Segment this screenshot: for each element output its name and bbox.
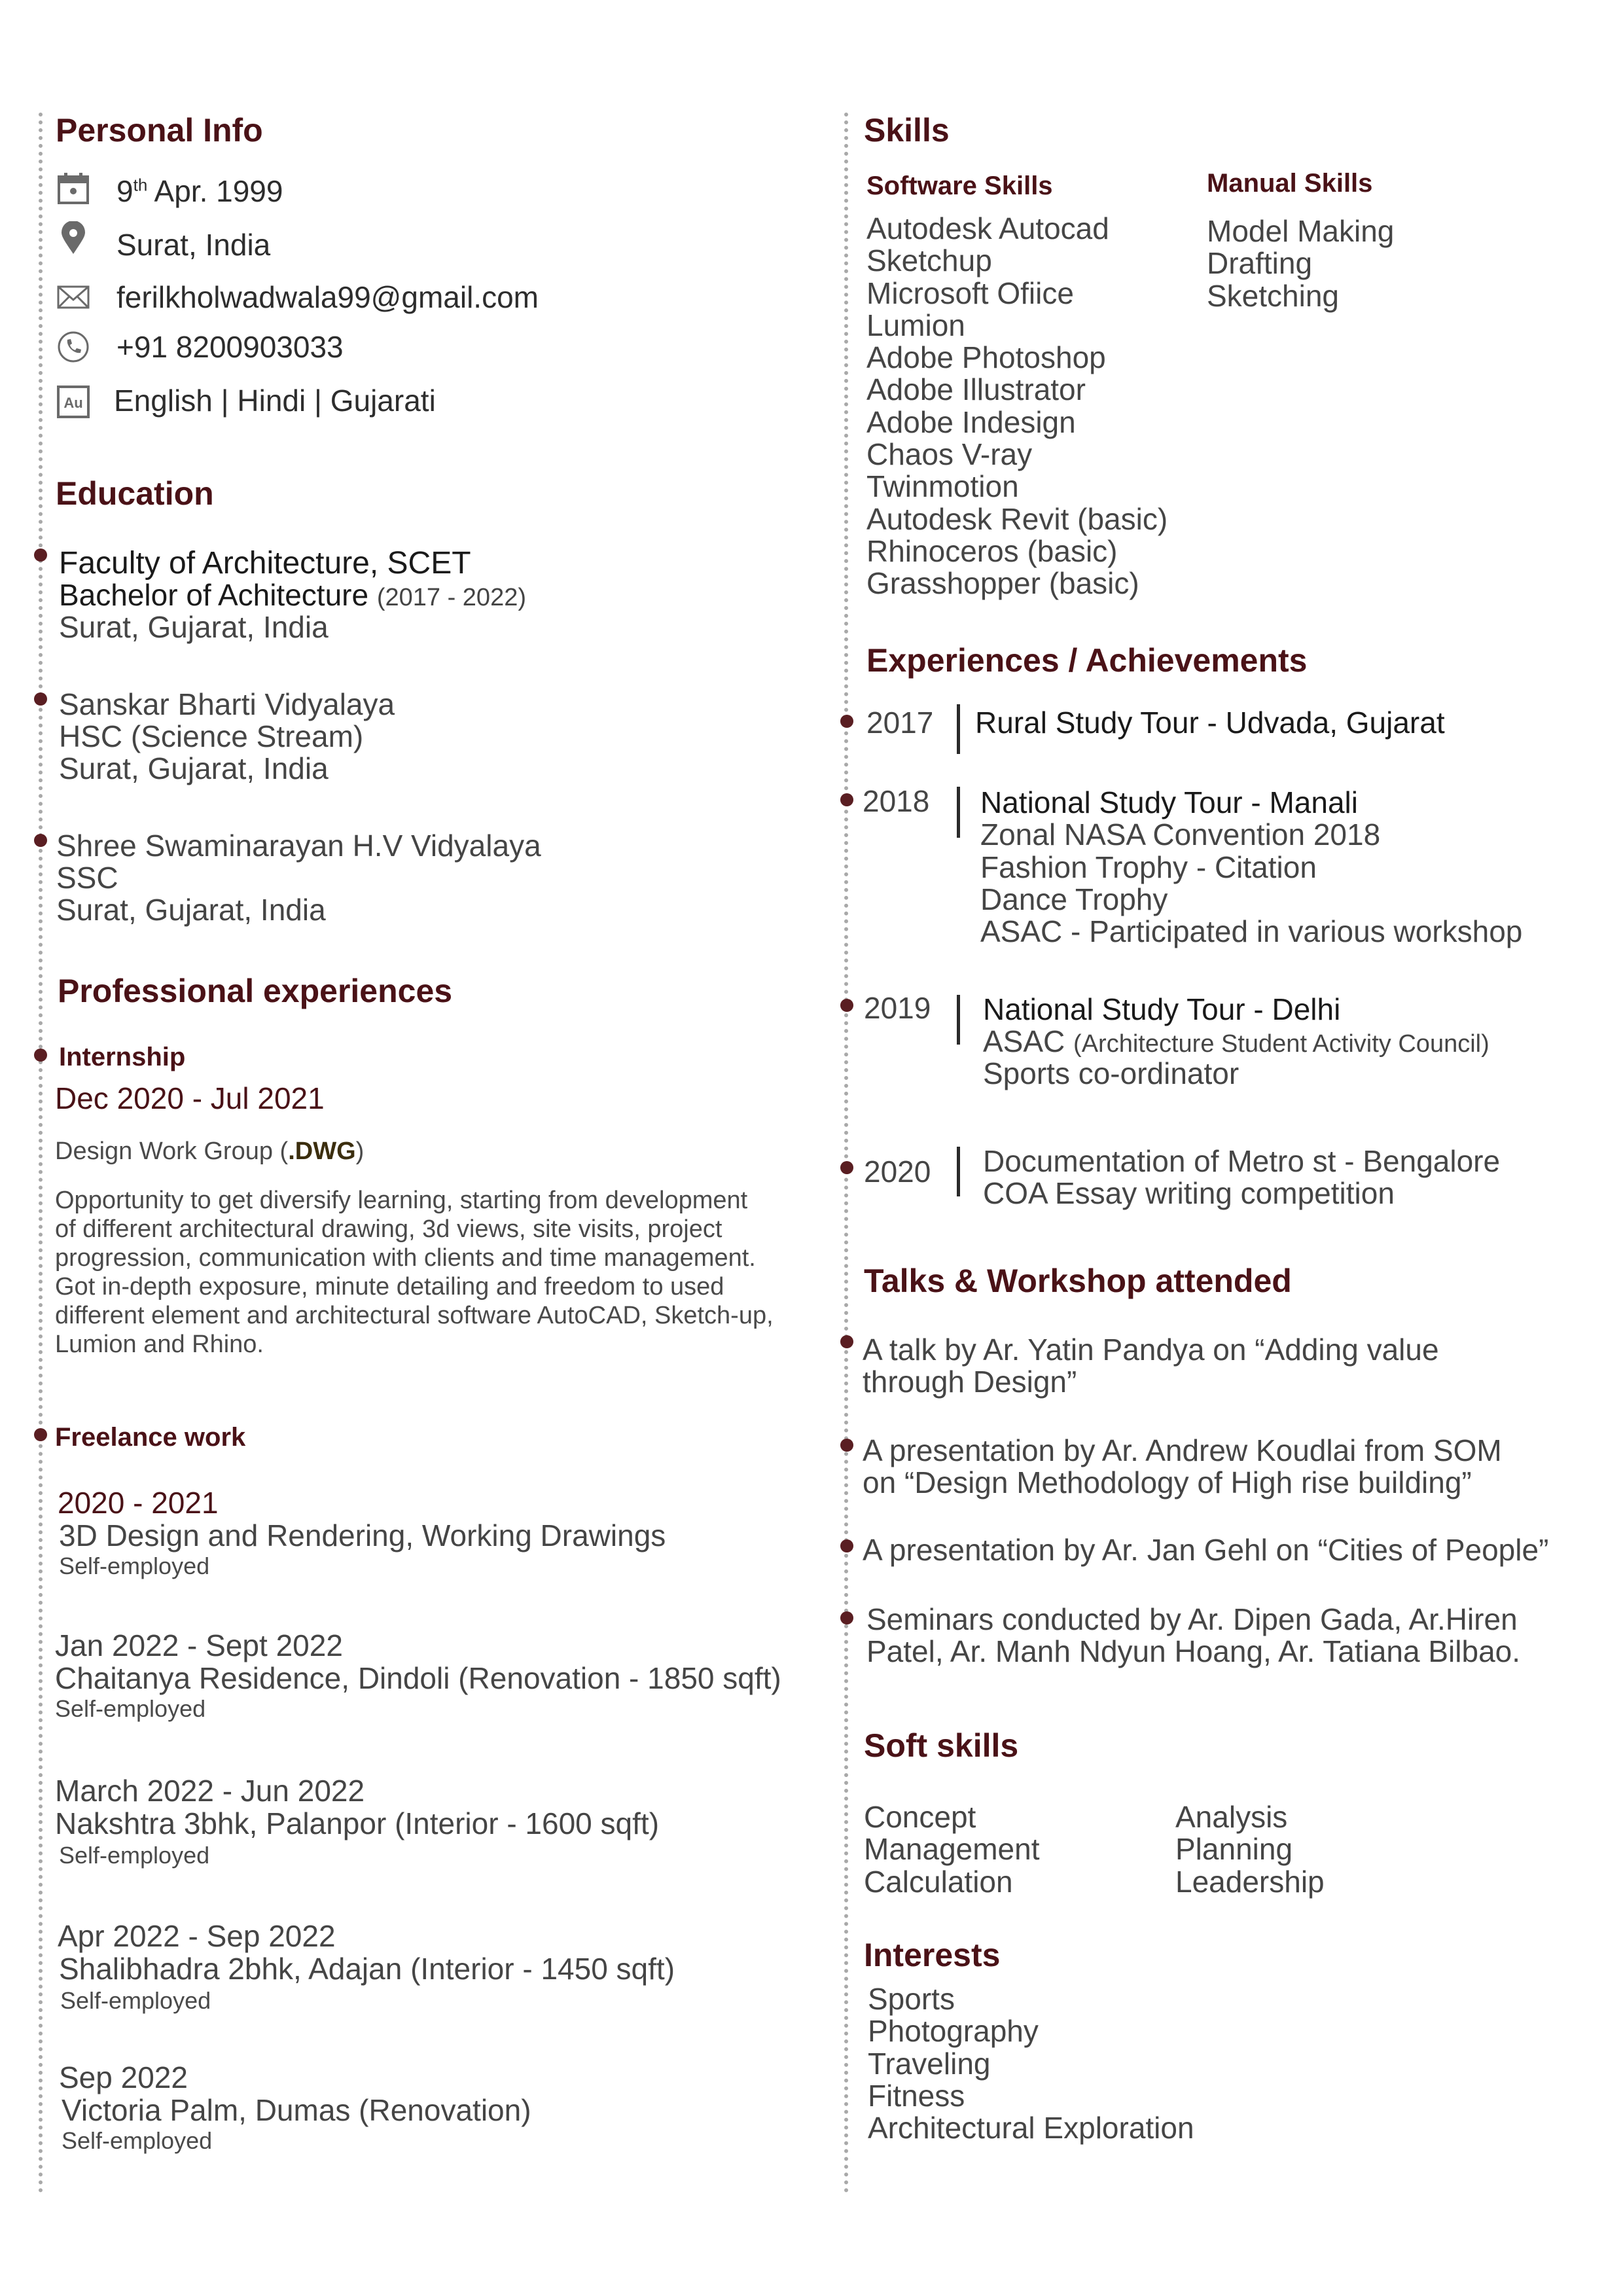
education-institution: Sanskar Bharti Vidyalaya [59,687,395,721]
skill-item: Twinmotion [866,469,1019,504]
interests-list [868,1983,1194,2144]
timeline-dot [840,1335,853,1348]
education-place: Surat, Gujarat, India [59,610,329,644]
experience-line: Rural Study Tour - Udvada, Gujarat [975,706,1445,740]
soft-skills-heading: Soft skills [864,1727,1019,1764]
internship-company: Design Work Group (.DWG) [55,1138,365,1165]
soft-skill-item: Planning [1175,1832,1293,1867]
personal-info-heading: Personal Info [56,112,263,149]
skill-item: Microsoft Ofiice [866,276,1074,310]
experience-line: ASAC - Participated in various workshop [980,914,1523,949]
education-degree: SSC [56,861,118,895]
manual-skills-heading: Manual Skills [1207,169,1373,198]
timeline-dot [840,715,853,728]
timeline-dot [840,999,853,1012]
skill-item: Chaos V-ray [866,437,1033,472]
freelance-period: Sep 2022 [59,2060,188,2094]
calendar-icon [56,171,90,206]
internship-heading: Internship [59,1043,186,1071]
talk-item: Seminars conducted by Ar. Dipen Gada, Ar.Hiren [866,1602,1518,1636]
talk-item: A talk by Ar. Yatin Pandya on “Adding value [863,1333,1439,1367]
freelance-period: 2020 - 2021 [58,1486,219,1520]
svg-text:Au: Au [63,395,83,411]
experience-line: Documentation of Metro st - Bengalore [983,1144,1501,1178]
freelance-project: Victoria Palm, Dumas (Renovation) [62,2093,531,2127]
education-institution: Shree Swaminarayan H.V Vidyalaya [56,829,541,863]
freelance-type: Self-employed [60,1987,211,2014]
soft-skills-left [864,1801,1040,1898]
experience-line: COA Essay writing competition [983,1176,1395,1210]
experience-line: Zonal NASA Convention 2018 [980,817,1381,852]
talk-item: through Design” [863,1365,1077,1399]
skill-item: Lumion [866,308,965,342]
experience-line: Sports co-ordinator [983,1056,1240,1090]
skill-item: Adobe Illustrator [866,372,1086,407]
education-degree: Bachelor of Achitecture (2017 - 2022) [59,578,526,612]
experience-line: Dance Trophy [980,882,1168,916]
education-institution: Faculty of Architecture, SCET [59,546,471,581]
interest-item: Photography [868,2014,1039,2049]
soft-skill-item: Leadership [1175,1864,1325,1899]
talk-item: A presentation by Ar. Andrew Koudlai from SOM [863,1433,1502,1467]
soft-skills-right [1175,1801,1325,1898]
freelance-heading: Freelance work [55,1423,246,1452]
education-degree: HSC (Science Stream) [59,719,364,753]
skill-item: Adobe Indesign [866,404,1076,439]
experience-year: 2018 [863,784,930,818]
language-icon [56,385,90,419]
experience-year: 2019 [864,991,931,1025]
timeline-dot [34,1049,47,1062]
freelance-type: Self-employed [59,1552,210,1579]
freelance-type: Self-employed [62,2127,213,2154]
year-divider [957,995,960,1045]
year-divider [957,1147,960,1196]
freelance-type: Self-employed [55,1695,206,1722]
right-timeline-rail [844,113,848,2194]
freelance-project: 3D Design and Rendering, Working Drawings [59,1518,666,1552]
education-place: Surat, Gujarat, India [59,751,329,785]
interest-item: Architectural Exploration [868,2111,1194,2145]
date-of-birth: 9th Apr. 1999 [116,174,283,208]
freelance-project: Chaitanya Residence, Dindoli (Renovation - 1850 sqft) [55,1661,781,1695]
freelance-period: Jan 2022 - Sept 2022 [55,1628,343,1662]
internship-period: Dec 2020 - Jul 2021 [55,1081,325,1115]
email[interactable]: ferilkholwadwala99@gmail.com [116,280,539,314]
interests-heading: Interests [864,1937,1001,1973]
skill-item: Adobe Photoshop [866,340,1106,375]
talk-item: on “Design Methodology of High rise building” [863,1465,1472,1499]
timeline-dot [840,1439,853,1452]
interest-item: Fitness [868,2078,965,2113]
freelance-project: Nakshtra 3bhk, Palanpor (Interior - 1600 sqft) [55,1806,660,1840]
manual-skills-list [1207,215,1394,312]
interest-item: Sports [868,1982,955,2016]
experience-line: Fashion Trophy - Citation [980,850,1317,884]
experience-line: ASAC (Architecture Student Activity Council) [983,1024,1489,1058]
timeline-dot [34,834,47,847]
location: Surat, India [116,228,271,262]
left-timeline-rail [39,113,43,2194]
education-place: Surat, Gujarat, India [56,893,326,927]
experience-line: National Study Tour - Delhi [983,992,1341,1026]
timeline-dot [840,1611,853,1624]
experience-line: National Study Tour - Manali [980,785,1358,819]
freelance-type: Self-employed [59,1842,210,1869]
soft-skill-item: Concept [864,1800,976,1834]
skill-item: Sketching [1207,278,1340,313]
professional-heading: Professional experiences [58,973,453,1009]
experiences-heading: Experiences / Achievements [866,642,1308,679]
experience-lines [980,787,1522,948]
skill-item: Sketchup [866,243,992,278]
talks-heading: Talks & Workshop attended [864,1263,1292,1299]
timeline-dot [840,793,853,806]
skill-item: Rhinoceros (basic) [866,533,1118,568]
interest-item: Traveling [868,2046,991,2081]
soft-skill-item: Calculation [864,1864,1013,1899]
freelance-period: March 2022 - Jun 2022 [55,1774,365,1808]
phone-icon [56,330,90,364]
freelance-period: Apr 2022 - Sep 2022 [58,1919,336,1953]
year-divider [957,787,960,838]
timeline-dot [840,1161,853,1174]
internship-description: Opportunity to get diversify learning, starting from development of different architectural drawing, 3d views, site visits, project progression, communication with clients and time management. Got in-depth exposure, minute detailing and freedom to used different element and architectural software AutoCAD, Sketch-up, Lumion and Rhino. [55,1187,774,1358]
mail-icon [56,280,90,314]
software-skills-list [866,213,1168,600]
talk-item: Patel, Ar. Manh Ndyun Hoang, Ar. Tatiana Bilbao. [866,1634,1521,1668]
experience-year: 2017 [866,706,934,740]
location-pin-icon [56,221,90,255]
skills-heading: Skills [864,112,950,149]
skill-item: Autodesk Revit (basic) [866,501,1168,536]
freelance-project: Shalibhadra 2bhk, Adajan (Interior - 1450 sqft) [59,1952,675,1986]
timeline-dot [34,548,47,562]
education-heading: Education [56,475,214,512]
timeline-dot [34,1428,47,1441]
timeline-dot [34,692,47,706]
languages: English | Hindi | Gujarati [114,384,436,418]
skill-item: Model Making [1207,214,1395,248]
soft-skill-item: Analysis [1175,1800,1288,1834]
year-divider [957,704,960,754]
software-skills-heading: Software Skills [866,171,1053,200]
skill-item: Autodesk Autocad [866,211,1109,245]
skill-item: Grasshopper (basic) [866,566,1139,601]
timeline-dot [840,1539,853,1552]
experience-year: 2020 [864,1155,931,1189]
phone[interactable]: +91 8200903033 [116,330,344,364]
soft-skill-item: Management [864,1832,1040,1867]
talk-item: A presentation by Ar. Jan Gehl on “Cities of People” [863,1533,1549,1567]
skill-item: Drafting [1207,246,1313,281]
